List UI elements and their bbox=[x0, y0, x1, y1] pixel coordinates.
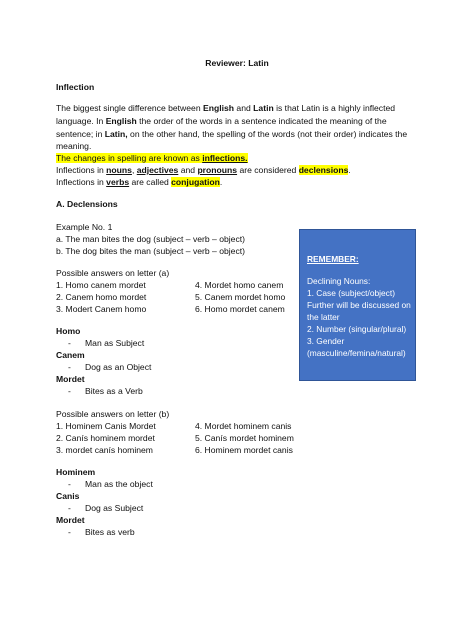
answer-b-1: 1. Hominem Canis Mordet bbox=[56, 421, 156, 431]
answer-b-4: 4. Mordet hominem canis bbox=[195, 421, 292, 431]
remember-line-5: 3. Gender bbox=[307, 336, 345, 346]
bullet-dash: - bbox=[68, 362, 71, 372]
bullet-dash: - bbox=[68, 338, 71, 348]
answer-a-6: 6. Homo mordet canem bbox=[195, 304, 285, 314]
text-span: Inflections in bbox=[56, 165, 107, 175]
remember-line-1: 1. Case (subject/object) bbox=[307, 288, 395, 298]
answer-b-2: 2. Canís hominem mordet bbox=[56, 433, 155, 443]
page-title: Reviewer: Latin bbox=[205, 58, 269, 68]
inflection-heading: Inflection bbox=[56, 82, 95, 92]
remember-line-6: (masculine/femina/natural) bbox=[307, 348, 406, 358]
bullet-dash: - bbox=[68, 386, 71, 396]
meaning-hominem: Man as the object bbox=[85, 479, 153, 489]
word-hominem: Hominem bbox=[56, 467, 96, 477]
word-canis: Canis bbox=[56, 491, 80, 501]
term-adjectives: adjectives bbox=[136, 165, 179, 175]
bold-latin: Latin, bbox=[104, 129, 128, 139]
term-conjugation: conjugation bbox=[171, 177, 220, 187]
text-span: . bbox=[348, 165, 351, 175]
text-span: language. In bbox=[56, 116, 106, 126]
highlighted-text: The changes in spelling are known as bbox=[56, 153, 203, 163]
text-span: , bbox=[131, 165, 137, 175]
word-mordet: Mordet bbox=[56, 374, 85, 384]
answer-b-5: 5. Canís mordet hominem bbox=[195, 433, 294, 443]
bold-latin: Latin bbox=[253, 103, 274, 113]
text-span: The biggest single difference between bbox=[56, 103, 203, 113]
remember-line-2: Further will be discussed on bbox=[307, 300, 411, 310]
declensions-heading: A. Declensions bbox=[56, 199, 118, 209]
text-span: is that Latin is a highly inflected bbox=[273, 103, 396, 113]
answers-a-label: Possible answers on letter (a) bbox=[56, 268, 170, 278]
paragraph-line-1 bbox=[56, 103, 395, 114]
remember-subheading: Declining Nouns: bbox=[307, 276, 371, 286]
text-span: and bbox=[234, 103, 254, 113]
word-canem: Canem bbox=[56, 350, 85, 360]
changes-line bbox=[56, 153, 248, 164]
bullet-dash: - bbox=[68, 527, 71, 537]
bold-english: English bbox=[105, 116, 137, 126]
remember-box bbox=[299, 229, 416, 381]
term-declensions: declensions bbox=[298, 165, 349, 175]
example-b: b. The dog bites the man (subject – verb – object) bbox=[56, 246, 246, 256]
remember-line-4: 2. Number (singular/plural) bbox=[307, 324, 407, 334]
remember-line-3: the latter bbox=[307, 312, 340, 322]
word-homo: Homo bbox=[56, 326, 81, 336]
word-mordet-b: Mordet bbox=[56, 515, 85, 525]
example-label: Example No. 1 bbox=[56, 222, 113, 232]
meaning-canis: Dog as Subject bbox=[85, 503, 144, 513]
verbs-line bbox=[56, 177, 222, 188]
text-span: are considered bbox=[237, 165, 299, 175]
paragraph-line-2 bbox=[56, 116, 387, 127]
bullet-dash: - bbox=[68, 503, 71, 513]
bold-english: English bbox=[203, 103, 235, 113]
answer-a-1: 1. Homo canem mordet bbox=[56, 280, 146, 290]
example-a: a. The man bites the dog (subject – verb – object) bbox=[56, 234, 246, 244]
term-verbs: verbs bbox=[106, 177, 130, 187]
text-span: Inflections in bbox=[56, 177, 107, 187]
term-pronouns: pronouns bbox=[197, 165, 238, 175]
answer-a-2: 2. Canem homo mordet bbox=[56, 292, 147, 302]
text-span: sentence; in bbox=[56, 129, 105, 139]
text-span: . bbox=[219, 177, 223, 187]
paragraph-line-3 bbox=[56, 129, 407, 140]
answer-b-6: 6. Hominem mordet canis bbox=[195, 445, 293, 455]
text-span: are called bbox=[129, 177, 172, 187]
meaning-mordet-b: Bites as verb bbox=[85, 527, 135, 537]
nouns-line bbox=[56, 165, 351, 176]
text-span: the order of the words in a sentence indicated the meaning of the bbox=[136, 116, 387, 126]
meaning-canem: Dog as an Object bbox=[85, 362, 152, 372]
text-span: on the other hand, the spelling of the words (not their order) indicates the bbox=[127, 129, 408, 139]
remember-heading: REMEMBER: bbox=[307, 254, 359, 264]
term-nouns: nouns bbox=[106, 165, 132, 175]
meaning-homo: Man as Subject bbox=[85, 338, 145, 348]
meaning-mordet: Bites as a Verb bbox=[85, 386, 143, 396]
paragraph-line-4: meaning. bbox=[56, 141, 92, 151]
bullet-dash: - bbox=[68, 479, 71, 489]
answers-b-label: Possible answers on letter (b) bbox=[56, 409, 170, 419]
answer-a-4: 4. Mordet homo canem bbox=[195, 280, 284, 290]
highlighted-inflections: inflections. bbox=[202, 153, 248, 163]
answer-a-5: 5. Canem mordet homo bbox=[195, 292, 286, 302]
answer-a-3: 3. Modert Canem homo bbox=[56, 304, 147, 314]
answer-b-3: 3. mordet canís hominem bbox=[56, 445, 153, 455]
text-span: and bbox=[178, 165, 198, 175]
